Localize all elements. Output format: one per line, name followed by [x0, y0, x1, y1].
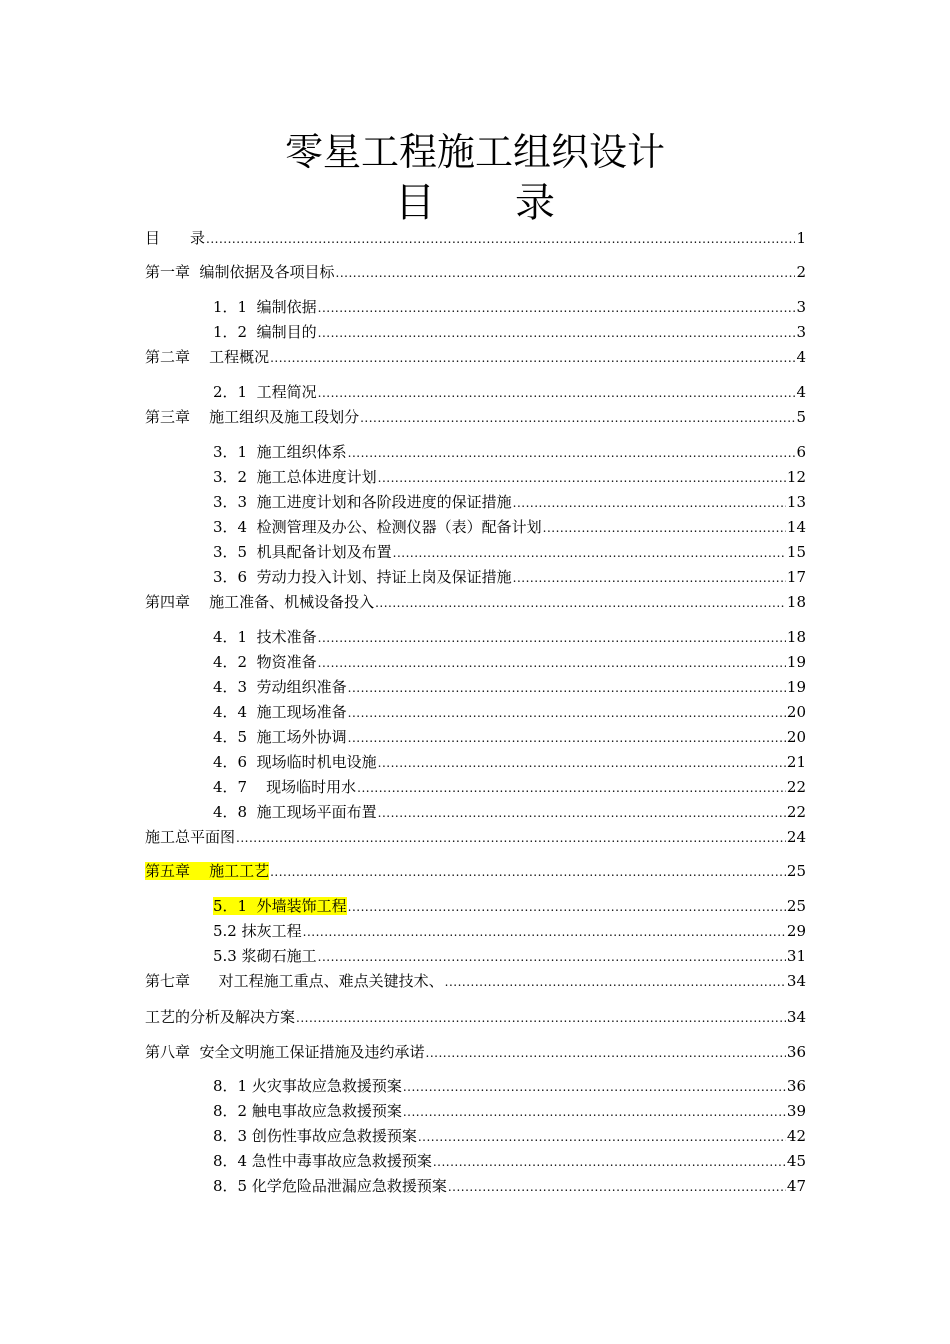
toc-page-number: 22 [786, 778, 806, 796]
toc-entry-label: 3．6 劳动力投入计划、持证上岗及保证措施 [213, 568, 512, 586]
toc-subentry[interactable] [213, 897, 806, 915]
toc-entry-label: 1．1 编制依据 [213, 298, 317, 316]
toc-subentry[interactable] [213, 778, 806, 796]
toc-leader-dots [378, 804, 786, 822]
toc-page-number: 25 [786, 862, 806, 880]
toc-leader-dots [348, 444, 796, 462]
toc-leader-dots [418, 1128, 786, 1146]
toc-subentry[interactable] [213, 678, 806, 696]
toc-leader-dots [360, 409, 795, 427]
toc-page-number: 36 [786, 1077, 806, 1095]
toc-page-number: 4 [796, 383, 806, 401]
toc-subentry[interactable] [213, 1177, 806, 1195]
toc-entry-label: 2．1 工程简况 [213, 383, 317, 401]
toc-entry-label: 5.2 抹灰工程 [213, 922, 302, 940]
toc-leader-dots [348, 729, 786, 747]
toc-leader-dots [318, 629, 786, 647]
toc-subentry[interactable] [213, 803, 806, 821]
toc-leader-dots [296, 1009, 786, 1027]
toc-subentry[interactable] [213, 753, 806, 771]
toc-entry-label: 8．2 触电事故应急救援预案 [213, 1102, 402, 1120]
toc-leader-dots [236, 829, 786, 847]
toc-entry-label: 3．3 施工进度计划和各阶段进度的保证措施 [213, 493, 512, 511]
toc-leader-dots [378, 754, 786, 772]
toc-entry[interactable] [145, 593, 806, 611]
toc-entry[interactable] [145, 348, 806, 366]
toc-entry-label: 8．5 化学危险品泄漏应急救援预案 [213, 1177, 447, 1195]
toc-subentry[interactable] [213, 323, 806, 341]
toc-entry-label: 4．6 现场临时机电设施 [213, 753, 377, 771]
toc-page-number: 21 [786, 753, 806, 771]
toc-leader-dots [403, 1103, 786, 1121]
toc-entry-label: 3．4 检测管理及办公、检测仪器（表）配备计划 [213, 518, 542, 536]
toc-page-number: 18 [786, 628, 806, 646]
toc-leader-dots [270, 863, 786, 881]
toc-page-number: 18 [786, 593, 806, 611]
toc-leader-dots [513, 569, 786, 587]
toc-heading: 目 录 [395, 180, 555, 226]
toc-subentry[interactable] [213, 1152, 806, 1170]
toc-entry[interactable] [145, 263, 806, 281]
toc-page-number: 24 [786, 828, 806, 846]
toc-leader-dots [448, 1178, 786, 1196]
toc-page-number: 17 [786, 568, 806, 586]
toc-entry-label: 4．3 劳动组织准备 [213, 678, 347, 696]
toc-leader-dots [336, 264, 796, 282]
toc-entry-label: 4．5 施工场外协调 [213, 728, 347, 746]
toc-entry-label: 第二章 工程概况 [145, 348, 270, 366]
toc-page-number: 14 [786, 518, 806, 536]
toc-entry[interactable] [145, 1043, 806, 1061]
toc-subentry[interactable] [213, 493, 806, 511]
toc-page-number: 34 [786, 972, 806, 990]
toc-page-number: 29 [786, 922, 806, 940]
toc-page-number: 4 [796, 348, 806, 366]
toc-entry-label: 3．5 机具配备计划及布置 [213, 543, 392, 561]
toc-page-number: 2 [796, 263, 806, 281]
toc-leader-dots [543, 519, 786, 537]
toc-entry-label: 目 录 [145, 229, 206, 247]
toc-page-number: 20 [786, 703, 806, 721]
toc-entry[interactable] [145, 408, 806, 426]
toc-page-number: 19 [786, 678, 806, 696]
toc-leader-dots [348, 679, 786, 697]
toc-entry-label: 3．1 施工组织体系 [213, 443, 347, 461]
toc-subentry[interactable] [213, 947, 806, 965]
toc-leader-dots [318, 948, 786, 966]
toc-leader-dots [426, 1044, 786, 1062]
toc-entry-label: 4．8 施工现场平面布置 [213, 803, 377, 821]
toc-leader-dots [318, 654, 786, 672]
toc-subentry[interactable] [213, 298, 806, 316]
toc-page-number: 31 [786, 947, 806, 965]
toc-entry[interactable] [145, 862, 806, 880]
toc-leader-dots [403, 1078, 786, 1096]
toc-page-number: 6 [796, 443, 806, 461]
toc-page-number: 36 [786, 1043, 806, 1061]
toc-entry-label: 8．3 创伤性事故应急救援预案 [213, 1127, 417, 1145]
toc-entry-label: 第八章 安全文明施工保证措施及违约承诺 [145, 1043, 425, 1061]
toc-entry-label: 4．1 技术准备 [213, 628, 317, 646]
toc-subentry[interactable] [213, 1102, 806, 1120]
toc-page-number: 3 [796, 323, 806, 341]
toc-entry-label: 第三章 施工组织及施工段划分 [145, 408, 360, 426]
toc-page-number: 19 [786, 653, 806, 671]
toc-leader-dots [270, 349, 795, 367]
toc-entry-label: 4．2 物资准备 [213, 653, 317, 671]
toc-entry-label: 第一章 编制依据及各项目标 [145, 263, 335, 281]
toc-leader-dots [445, 973, 786, 991]
toc-page-number: 15 [786, 543, 806, 561]
toc-entry-label: 8．4 急性中毒事故应急救援预案 [213, 1152, 432, 1170]
toc-entry-label: 8．1 火灾事故应急救援预案 [213, 1077, 402, 1095]
toc-subentry[interactable] [213, 922, 806, 940]
toc-entry-label: 4．4 施工现场准备 [213, 703, 347, 721]
toc-leader-dots [206, 230, 795, 248]
toc-entry-label: 第四章 施工准备、机械设备投入 [145, 593, 375, 611]
toc-page-number: 42 [786, 1127, 806, 1145]
toc-leader-dots [318, 324, 796, 342]
toc-entry-label: 第五章 施工工艺 [145, 862, 270, 880]
toc-page-number: 12 [786, 468, 806, 486]
toc-leader-dots [348, 704, 786, 722]
toc-entry-label: 第七章 对工程施工重点、难点关键技术、 [145, 972, 444, 990]
toc-page-number: 3 [796, 298, 806, 316]
toc-entry[interactable] [145, 229, 806, 247]
toc-page-number: 47 [786, 1177, 806, 1195]
toc-leader-dots [348, 898, 786, 916]
toc-subentry[interactable] [213, 383, 806, 401]
toc-subentry[interactable] [213, 653, 806, 671]
toc-subentry[interactable] [213, 1127, 806, 1145]
toc-subentry[interactable] [213, 568, 806, 586]
toc-entry[interactable] [145, 972, 806, 990]
toc-subentry[interactable] [213, 543, 806, 561]
toc-subentry[interactable] [213, 518, 806, 536]
toc-page-number: 25 [786, 897, 806, 915]
toc-entry-label: 5．1 外墙装饰工程 [213, 897, 347, 915]
toc-subentry[interactable] [213, 468, 806, 486]
toc-page-number: 22 [786, 803, 806, 821]
toc-entry-label: 工艺的分析及解决方案 [145, 1008, 296, 1026]
toc-page-number: 1 [796, 229, 806, 247]
toc-entry[interactable] [145, 828, 806, 846]
toc-leader-dots [378, 469, 786, 487]
toc-page-number: 45 [786, 1152, 806, 1170]
toc-leader-dots [357, 779, 786, 797]
toc-entry-label: 5.3 浆砌石施工 [213, 947, 317, 965]
toc-leader-dots [303, 923, 786, 941]
toc-subentry[interactable] [213, 628, 806, 646]
toc-entry[interactable] [145, 1008, 806, 1026]
toc-subentry[interactable] [213, 728, 806, 746]
toc-entry-label: 4．7 现场临时用水 [213, 778, 357, 796]
toc-page-number: 34 [786, 1008, 806, 1026]
toc-leader-dots [393, 544, 786, 562]
toc-leader-dots [433, 1153, 786, 1171]
document-title: 零星工程施工组织设计 [284, 130, 665, 174]
toc-leader-dots [318, 384, 796, 402]
toc-page-number: 13 [786, 493, 806, 511]
toc-leader-dots [318, 299, 796, 317]
toc-page-number: 5 [796, 408, 806, 426]
toc-leader-dots [375, 594, 786, 612]
toc-subentry[interactable] [213, 1077, 806, 1095]
toc-page-number: 20 [786, 728, 806, 746]
toc-subentry[interactable] [213, 443, 806, 461]
toc-leader-dots [513, 494, 786, 512]
toc-entry-label: 3．2 施工总体进度计划 [213, 468, 377, 486]
toc-entry-label: 1．2 编制目的 [213, 323, 317, 341]
toc-page-number: 39 [786, 1102, 806, 1120]
toc-entry-label: 施工总平面图 [145, 828, 236, 846]
toc-subentry[interactable] [213, 703, 806, 721]
